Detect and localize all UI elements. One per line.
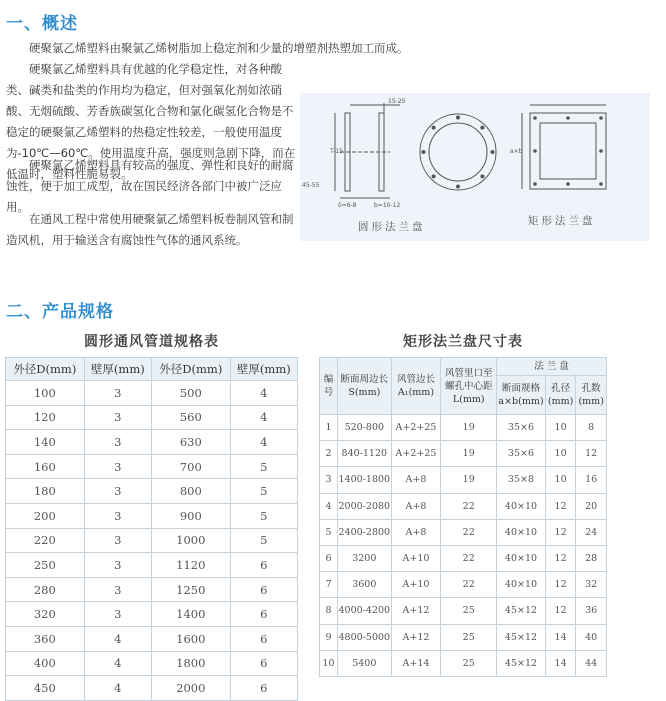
round-duct-table <box>5 357 298 701</box>
fig-label: T-15 <box>330 148 343 155</box>
table-cell: 14 <box>545 624 576 650</box>
flange-drawing <box>300 93 650 241</box>
table-cell: A+10 <box>391 545 441 571</box>
table-cell: 35×6 <box>497 441 546 467</box>
table-row <box>320 650 607 676</box>
table-cell: 3 <box>84 528 151 553</box>
table-cell: 24 <box>576 519 607 545</box>
table-cell: 3 <box>84 577 151 602</box>
table-header-row <box>320 358 607 376</box>
table-cell: 25 <box>441 650 497 676</box>
table-cell: 6 <box>230 577 297 602</box>
table-cell: 5 <box>230 479 297 504</box>
table-cell: 1250 <box>151 577 230 602</box>
table-cell: 1600 <box>151 626 230 651</box>
col-header: 壁厚(mm) <box>84 358 151 381</box>
table-cell: 4 <box>320 493 338 519</box>
table-cell: 2 <box>320 441 338 467</box>
table-cell: A+14 <box>391 650 441 676</box>
table-cell: 1800 <box>151 651 230 676</box>
table-cell: 25 <box>441 598 497 624</box>
table-cell: A+2+25 <box>391 415 441 441</box>
table-cell: 19 <box>441 441 497 467</box>
col-group-header: 法 兰 盘 <box>497 358 607 376</box>
col-header: 壁厚(mm) <box>230 358 297 381</box>
table-row <box>6 430 298 455</box>
table-cell: 1 <box>320 415 338 441</box>
table-cell: 520-800 <box>337 415 391 441</box>
table-row <box>6 454 298 479</box>
table-row <box>320 415 607 441</box>
round-flange-inner <box>429 123 487 181</box>
table-cell: 180 <box>6 479 85 504</box>
table-cell: 4000-4200 <box>337 598 391 624</box>
col-header: 编号 <box>320 358 338 415</box>
table-cell: A+12 <box>391 598 441 624</box>
table-cell: 12 <box>545 598 576 624</box>
fig-label: a×b <box>510 148 523 155</box>
table-cell: 1120 <box>151 553 230 578</box>
table-cell: 9 <box>320 624 338 650</box>
col-header: 断面周边长S(mm) <box>337 358 391 415</box>
table-cell: 35×8 <box>497 467 546 493</box>
table-cell: 16 <box>576 467 607 493</box>
table-cell: 630 <box>151 430 230 455</box>
round-flange-caption: 圆形法兰盘 <box>358 221 426 233</box>
table-cell: 200 <box>6 503 85 528</box>
table-cell: 28 <box>576 545 607 571</box>
table-cell: 220 <box>6 528 85 553</box>
table-cell: 22 <box>441 493 497 519</box>
table-cell: 250 <box>6 553 85 578</box>
table-cell: 3 <box>84 405 151 430</box>
col-header: 风管边长A₁(mm) <box>391 358 441 415</box>
col-header: 孔数(mm) <box>576 376 607 415</box>
table-cell: 40 <box>576 624 607 650</box>
table-row <box>320 467 607 493</box>
table-cell: 6 <box>230 651 297 676</box>
table-cell: 36 <box>576 598 607 624</box>
table-cell: 450 <box>6 676 85 701</box>
fig-label: 45-55 <box>302 182 320 189</box>
table-cell: 840-1120 <box>337 441 391 467</box>
table-cell: 800 <box>151 479 230 504</box>
table-cell: 20 <box>576 493 607 519</box>
specs-heading: 二、产品规格 <box>6 302 114 322</box>
table-cell: 4 <box>230 430 297 455</box>
table-cell: 2000 <box>151 676 230 701</box>
table-cell: 7 <box>320 572 338 598</box>
col-header: 孔径(mm) <box>545 376 576 415</box>
table-cell: 3 <box>84 430 151 455</box>
table-cell: 280 <box>6 577 85 602</box>
table-row <box>6 553 298 578</box>
table-cell: 3 <box>84 454 151 479</box>
round-flange-outer <box>420 114 496 190</box>
overview-para-4 <box>6 209 298 251</box>
table-cell: 5 <box>320 519 338 545</box>
table-cell: 4 <box>230 405 297 430</box>
table-row <box>6 479 298 504</box>
table-cell: 3 <box>320 467 338 493</box>
table-cell: 40×10 <box>497 545 546 571</box>
paragraph-text: 硬聚氯乙烯塑料由聚氯乙烯树脂加上稳定剂和少量的增塑剂热塑加工而成。 <box>29 41 409 55</box>
table-row <box>320 624 607 650</box>
paragraph-text: 硬聚氯乙烯塑料具有较高的强度、弹性和良好的耐腐蚀性，便于加工成型，故在国民经济各部门中被广泛应用。 <box>6 158 294 214</box>
table-cell: 12 <box>545 545 576 571</box>
round-table-title: 圆形通风管道规格表 <box>84 334 219 350</box>
table-row <box>6 405 298 430</box>
table-cell: 360 <box>6 626 85 651</box>
table-cell: 6 <box>230 602 297 627</box>
table-cell: 22 <box>441 519 497 545</box>
table-row <box>6 676 298 701</box>
table-cell: 45×12 <box>497 598 546 624</box>
table-cell: A+8 <box>391 493 441 519</box>
paragraph-text: 硬聚氯乙烯塑料具有优越的化学稳定性，对各种酸类、碱类和盐类的作用均为稳定，但对强氧化剂如浓硝酸、无烟硫酸、芳香族碳氢化合物和氯化碳氢化合物是不稳定的硬聚氯乙烯塑料的热稳定性较差，一般使用温度为-10℃—60℃。使用温度升高，强度则急剧下降，而在低温时，塑料性脆易裂。 <box>6 62 296 181</box>
table-cell: 19 <box>441 467 497 493</box>
fig-label: δ=6-8 <box>338 202 357 209</box>
table-cell: 5 <box>230 503 297 528</box>
rect-table-title: 矩形法兰盘尺寸表 <box>403 334 523 350</box>
table-cell: 700 <box>151 454 230 479</box>
table-cell: 1400-1800 <box>337 467 391 493</box>
table-cell: 2000-2080 <box>337 493 391 519</box>
table-cell: A+8 <box>391 519 441 545</box>
table-cell: 5 <box>230 528 297 553</box>
table-cell: 12 <box>545 572 576 598</box>
table-cell: 12 <box>545 493 576 519</box>
table-row <box>6 528 298 553</box>
rect-flange-inner <box>540 123 596 179</box>
table-row <box>6 503 298 528</box>
table-row <box>320 545 607 571</box>
table-cell: 560 <box>151 405 230 430</box>
table-row <box>6 381 298 406</box>
table-cell: 2400-2800 <box>337 519 391 545</box>
table-cell: 10 <box>320 650 338 676</box>
table-cell: 6 <box>230 553 297 578</box>
table-cell: 10 <box>545 415 576 441</box>
table-cell: 25 <box>441 624 497 650</box>
table-cell: 3 <box>84 381 151 406</box>
table-row <box>320 441 607 467</box>
table-cell: 4 <box>84 651 151 676</box>
table-cell: 6 <box>230 626 297 651</box>
table-cell: 4 <box>84 676 151 701</box>
table-cell: 35×6 <box>497 415 546 441</box>
table-header-row <box>6 358 298 381</box>
rect-flange-table <box>319 357 607 677</box>
table-cell: 5 <box>230 454 297 479</box>
table-cell: 32 <box>576 572 607 598</box>
col-header: 风管里口至螺孔中心距L(mm) <box>441 358 497 415</box>
table-cell: 400 <box>6 651 85 676</box>
table-cell: 320 <box>6 602 85 627</box>
table-cell: A+12 <box>391 624 441 650</box>
table-cell: 14 <box>545 650 576 676</box>
table-cell: 6 <box>230 676 297 701</box>
table-cell: 12 <box>545 519 576 545</box>
overview-heading: 一、概述 <box>6 14 78 34</box>
table-cell: 22 <box>441 572 497 598</box>
table-cell: 500 <box>151 381 230 406</box>
table-cell: 4 <box>230 381 297 406</box>
table-cell: 12 <box>576 441 607 467</box>
table-row <box>320 572 607 598</box>
table-cell: 3 <box>84 553 151 578</box>
table-row <box>6 602 298 627</box>
table-cell: 40×10 <box>497 493 546 519</box>
col-header: 外径D(mm) <box>6 358 85 381</box>
table-cell: 45×12 <box>497 650 546 676</box>
table-cell: 8 <box>320 598 338 624</box>
table-row <box>6 626 298 651</box>
table-cell: A+2+25 <box>391 441 441 467</box>
rect-flange-caption: 矩形法兰盘 <box>528 215 596 227</box>
col-header: 断面规格a×b(mm) <box>497 376 546 415</box>
fig-label: b=10-12 <box>374 202 401 209</box>
fig-label: 15-25 <box>388 98 406 105</box>
table-row <box>6 577 298 602</box>
table-cell: 1000 <box>151 528 230 553</box>
table-cell: A+8 <box>391 467 441 493</box>
table-cell: 100 <box>6 381 85 406</box>
table-cell: 6 <box>320 545 338 571</box>
table-cell: A+10 <box>391 572 441 598</box>
table-cell: 40×10 <box>497 572 546 598</box>
flange-figure <box>300 93 650 241</box>
overview-para-1 <box>6 38 656 59</box>
table-cell: 3200 <box>337 545 391 571</box>
table-row <box>320 598 607 624</box>
table-cell: 3 <box>84 503 151 528</box>
paragraph-text: 在通风工程中常使用硬聚氯乙烯塑料板卷制风管和制造风机，用于输送含有腐蚀性气体的通风系统。 <box>6 212 294 247</box>
table-cell: 160 <box>6 454 85 479</box>
table-cell: 4 <box>84 626 151 651</box>
table-cell: 4800-5000 <box>337 624 391 650</box>
table-cell: 900 <box>151 503 230 528</box>
table-row <box>6 651 298 676</box>
table-cell: 19 <box>441 415 497 441</box>
table-cell: 45×12 <box>497 624 546 650</box>
col-header: 外径D(mm) <box>151 358 230 381</box>
table-cell: 40×10 <box>497 519 546 545</box>
table-cell: 22 <box>441 545 497 571</box>
table-row <box>320 493 607 519</box>
table-cell: 10 <box>545 467 576 493</box>
table-cell: 44 <box>576 650 607 676</box>
table-cell: 3 <box>84 479 151 504</box>
table-cell: 140 <box>6 430 85 455</box>
table-cell: 120 <box>6 405 85 430</box>
table-cell: 3 <box>84 602 151 627</box>
rect-flange-outer <box>530 113 606 189</box>
table-cell: 5400 <box>337 650 391 676</box>
table-row <box>320 519 607 545</box>
table-cell: 10 <box>545 441 576 467</box>
table-cell: 8 <box>576 415 607 441</box>
table-cell: 3600 <box>337 572 391 598</box>
table-cell: 1400 <box>151 602 230 627</box>
